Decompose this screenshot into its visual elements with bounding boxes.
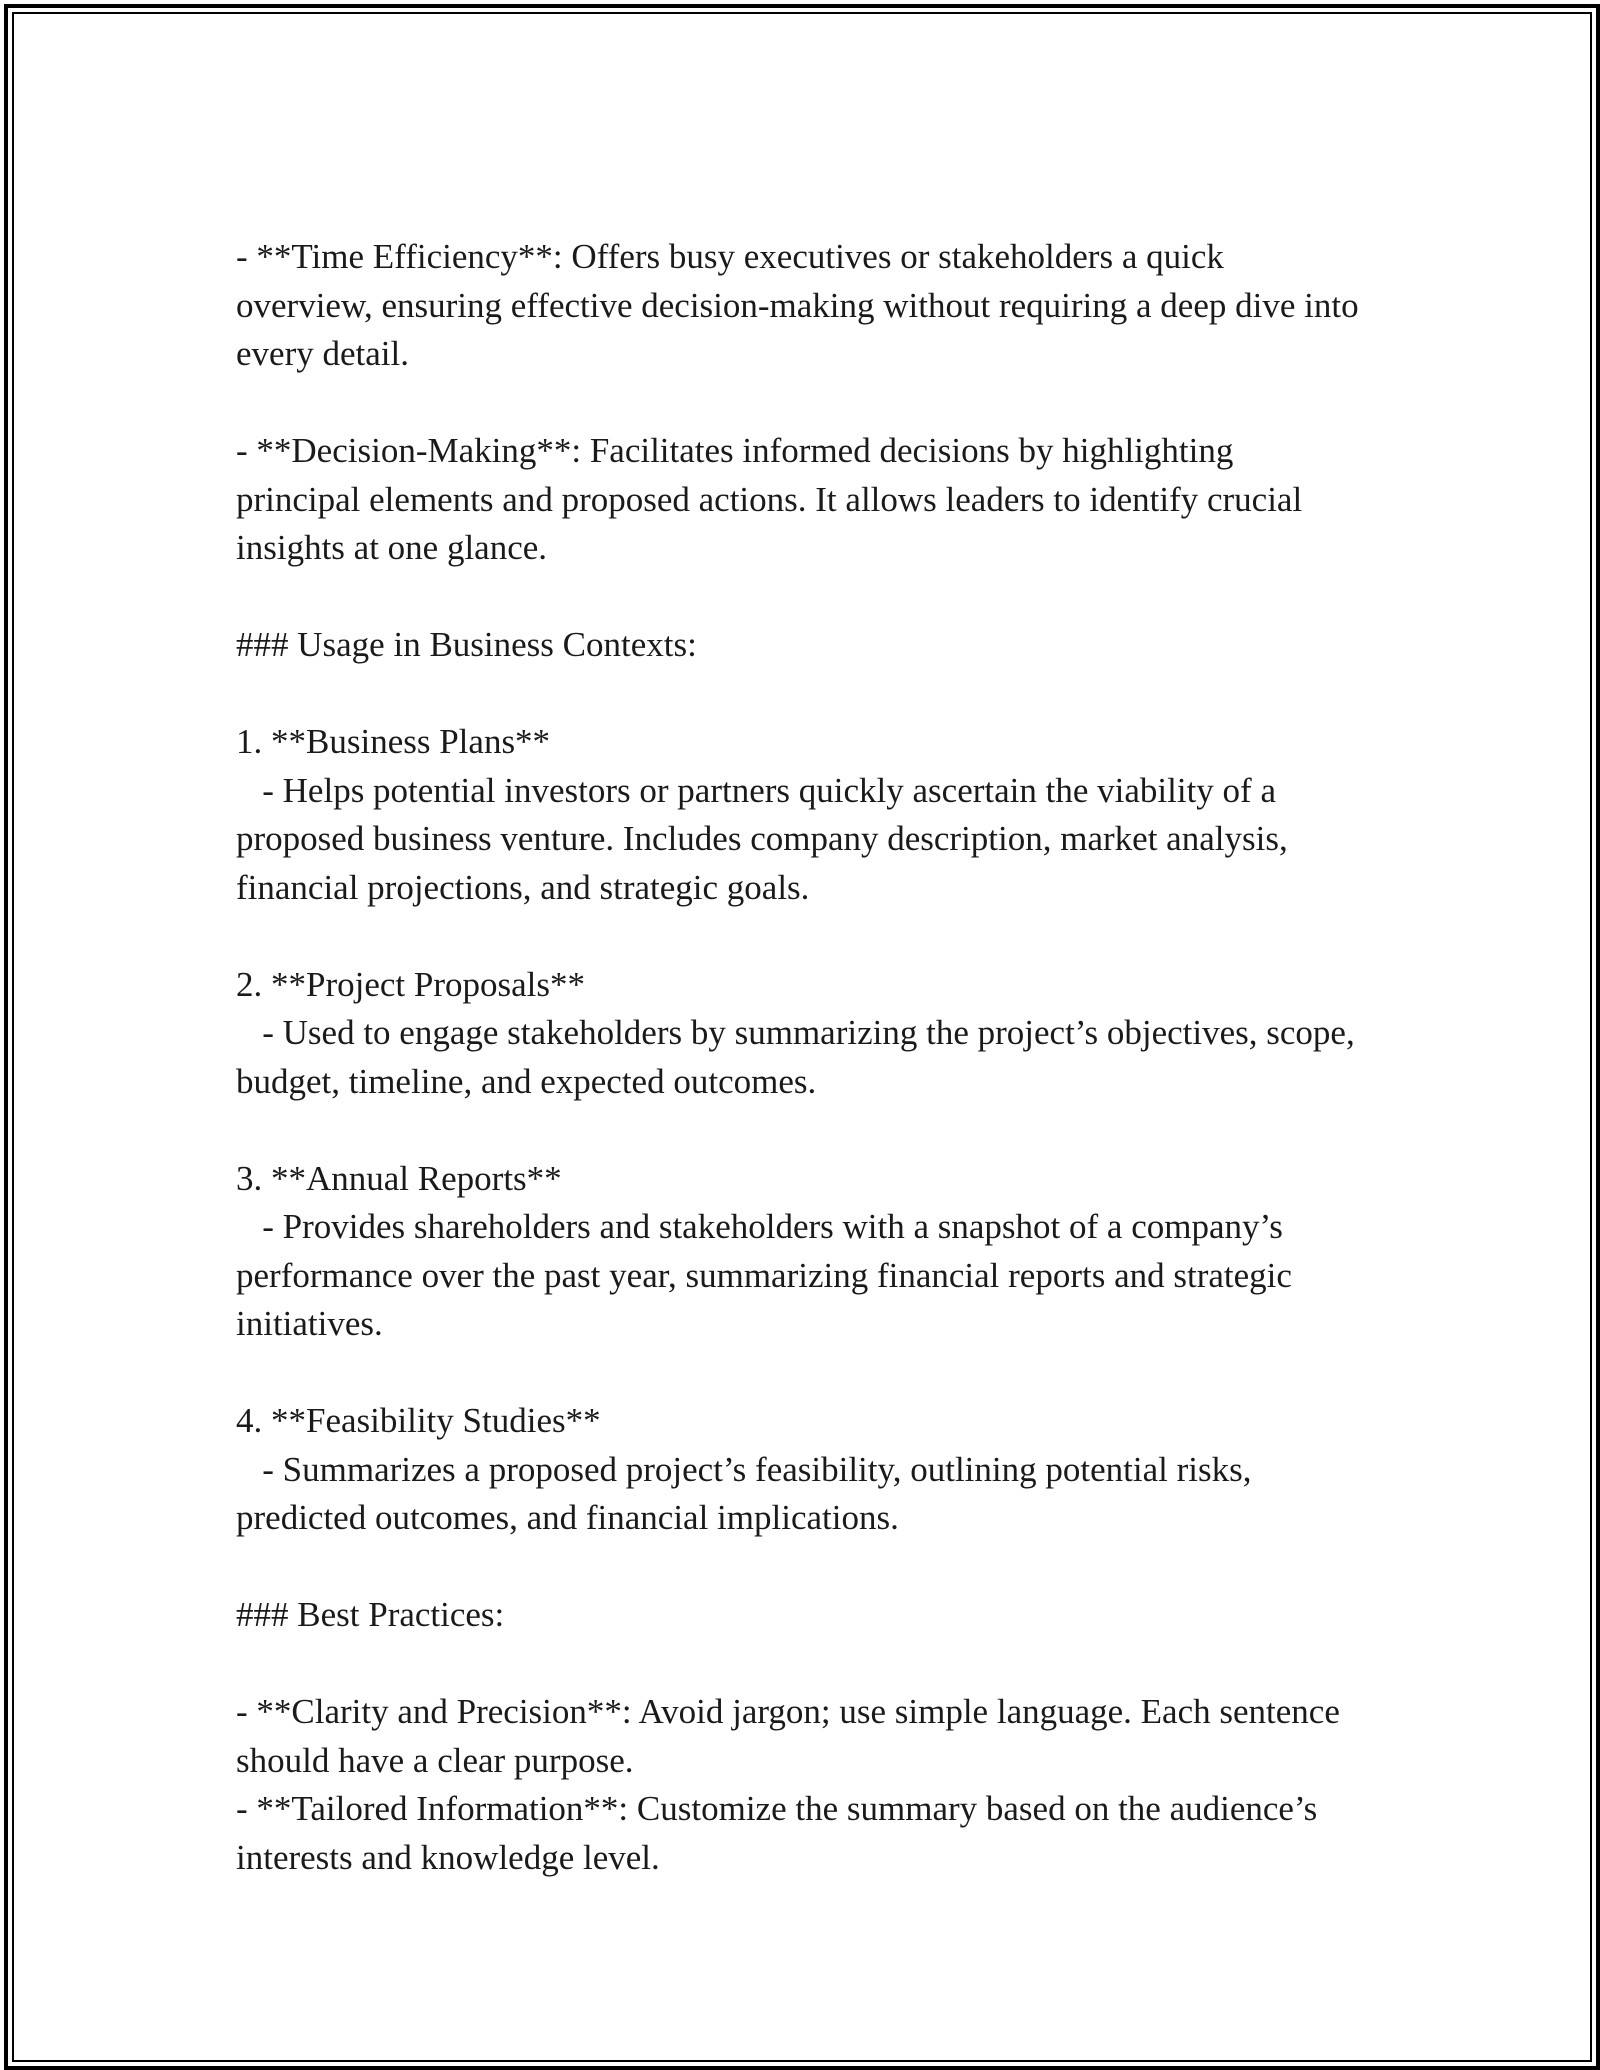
heading-best-practices: ### Best Practices: — [236, 1595, 505, 1634]
paragraph-clarity-precision: - **Clarity and Precision**: Avoid jargon; use simple language. Each sentence should have a clear purpose. — [236, 1692, 1349, 1780]
list-item-4-body: - Summarizes a proposed project’s feasibility, outlining potential risks, predicted outcomes, and financial implications. — [236, 1449, 1261, 1537]
blank-line — [236, 1640, 1366, 1689]
blank-line — [236, 1349, 1366, 1398]
list-item-4-title: 4. **Feasibility Studies** — [236, 1401, 601, 1440]
paragraph-time-efficiency: - **Time Efficiency**: Offers busy executives or stakeholders a quick overview, ensuring effective decision-making without requiring a deep dive into every detail. — [236, 237, 1368, 373]
blank-line — [236, 670, 1366, 719]
list-item-3-title: 3. **Annual Reports** — [236, 1158, 562, 1198]
list-item-3-body: - Provides shareholders and stakeholders with a snapshot of a company’s performance over the past year, summarizing financial reports and strategic initiatives. — [236, 1207, 1301, 1343]
blank-line — [236, 912, 1366, 961]
blank-line — [236, 573, 1366, 622]
paragraph-decision-making: - **Decision-Making**: Facilitates informed decisions by highlighting principal elements and proposed actions. It allows leaders to identify crucial insights at one glance. — [236, 431, 1311, 567]
blank-line — [236, 1106, 1366, 1155]
list-item-2-title: 2. **Project Proposals** — [236, 964, 586, 1004]
list-item-1-body: - Helps potential investors or partners quickly ascertain the viability of a proposed business venture. Includes company description, market analysis, financial projections, and strategic goals. — [236, 770, 1297, 907]
document-body — [236, 233, 1366, 1882]
blank-line — [236, 379, 1366, 428]
paragraph-tailored-information: - **Tailored Information**: Customize the summary based on the audience’s interests and knowledge level. — [236, 1789, 1327, 1877]
heading-usage-in-business-contexts: ### Usage in Business Contexts: — [236, 625, 697, 664]
list-item-2-body: - Used to engage stakeholders by summarizing the project’s objectives, scope, budget, timeline, and expected outcomes. — [236, 1013, 1364, 1101]
list-item-1-title: 1. **Business Plans** — [236, 722, 551, 761]
blank-line — [236, 1543, 1366, 1592]
